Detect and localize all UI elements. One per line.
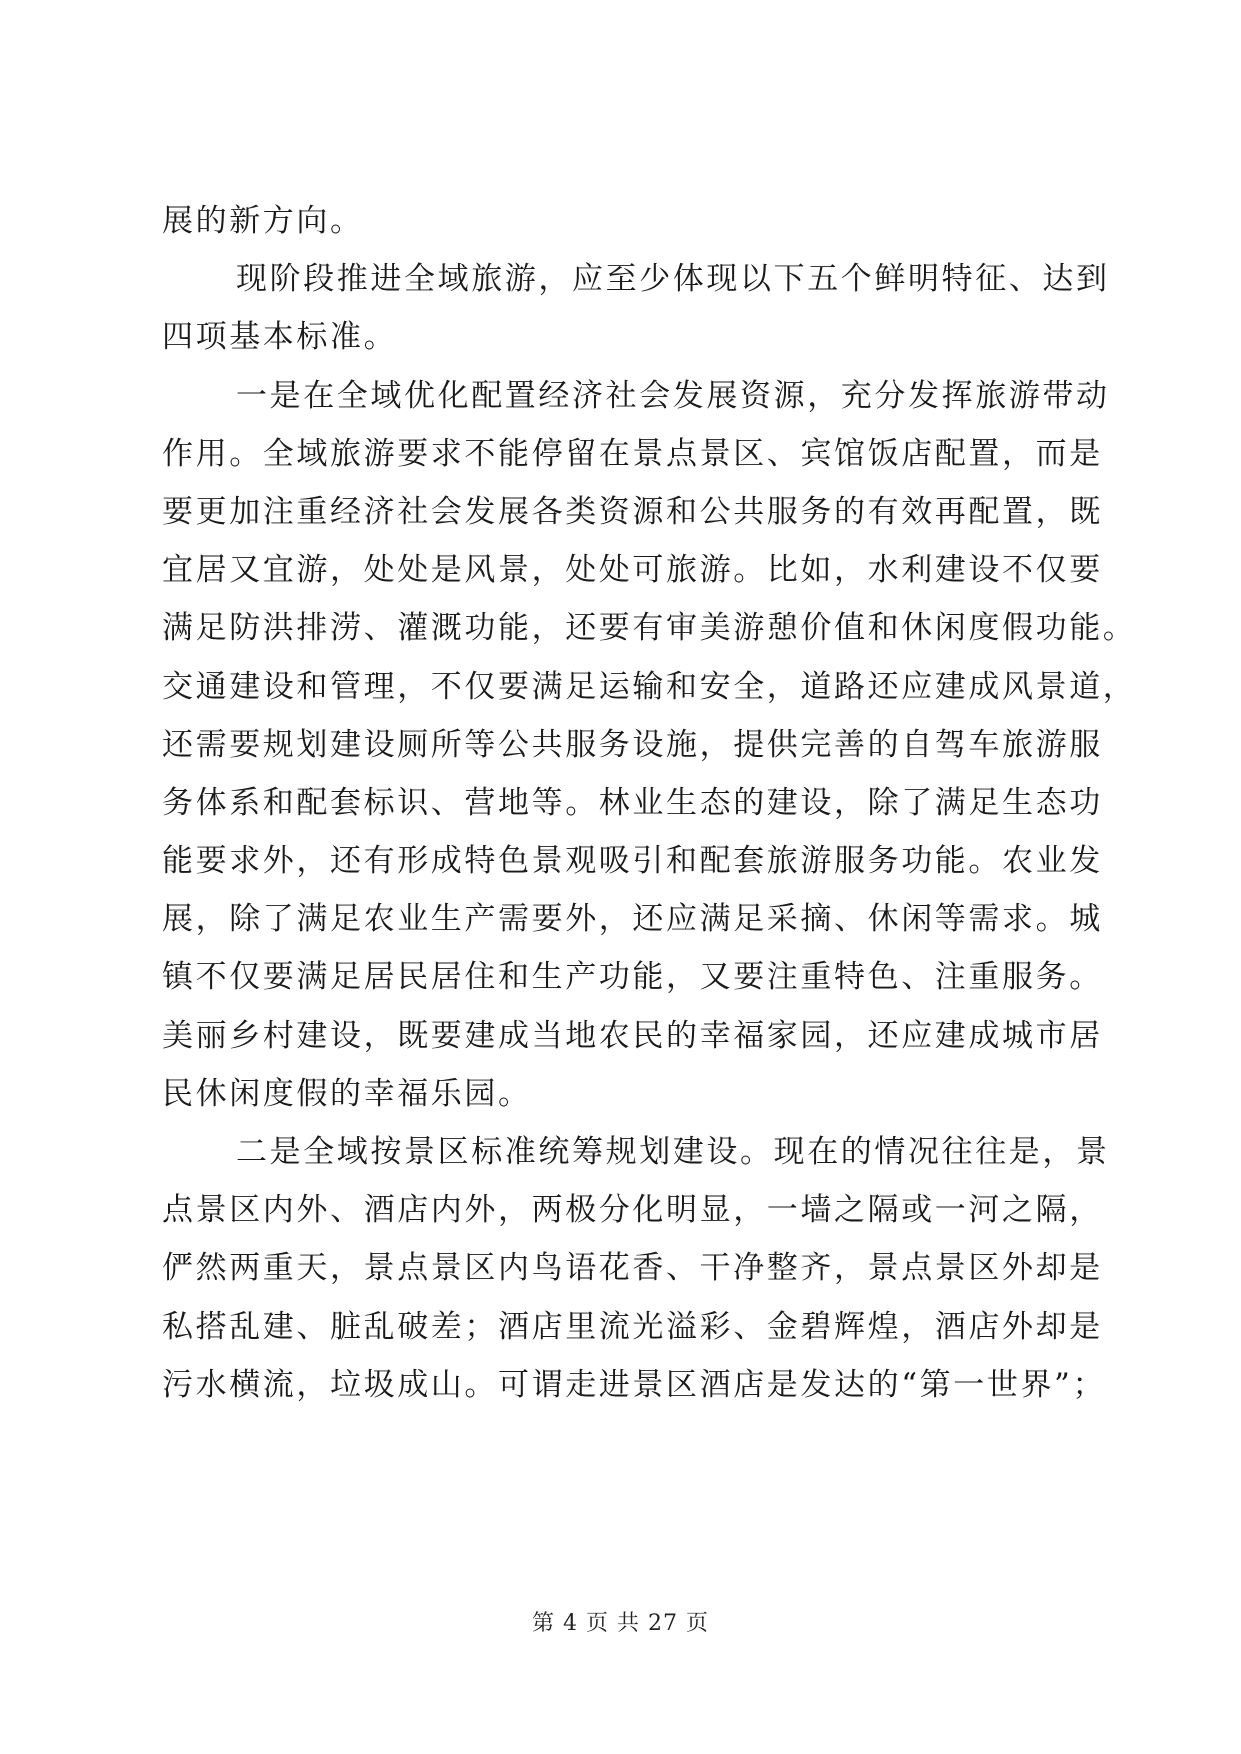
text-line: 现阶段推进全域旅游，应至少体现以下五个鲜明特征、达到	[236, 261, 1110, 298]
text-line: 镇不仅要满足居民居住和生产功能，又要注重特色、注重服务。	[162, 959, 1103, 996]
text-line: 污水横流，垃圾成山。可谓走进景区酒店是发达的“第一世界”；	[162, 1366, 1107, 1403]
text-line: 展的新方向。	[162, 203, 364, 239]
document-body	[162, 192, 1137, 1414]
text-line: 俨然两重天，景点景区内鸟语花香、干净整齐，景点景区外却是	[162, 1250, 1103, 1287]
text-line: 四项基本标准。	[162, 319, 398, 356]
text-line: 作用。全域旅游要求不能停留在景点景区、宾馆饭店配置，而是	[162, 435, 1103, 472]
text-line: 美丽乡村建设，既要建成当地农民的幸福家园，还应建成城市居	[162, 1017, 1103, 1054]
text-line: 还需要规划建设厕所等公共服务设施，提供完善的自驾车旅游服	[162, 726, 1103, 763]
text-line: 一是在全域优化配置经济社会发展资源，充分发挥旅游带动	[236, 377, 1110, 414]
text-line: 二是全域按景区标准统筹规划建设。现在的情况往往是，景	[236, 1134, 1110, 1170]
text-line: 点景区内外、酒店内外，两极分化明显，一墙之隔或一河之隔，	[162, 1192, 1103, 1229]
text-line: 展，除了满足农业生产需要外，还应满足采摘、休闲等需求。城	[162, 901, 1103, 938]
text-line: 私搭乱建、脏乱破差；酒店里流光溢彩、金碧辉煌，酒店外却是	[162, 1308, 1103, 1345]
text-line: 交通建设和管理，不仅要满足运输和安全，道路还应建成风景道，	[162, 668, 1137, 705]
text-line: 能要求外，还有形成特色景观吸引和配套旅游服务功能。农业发	[162, 843, 1103, 880]
text-line: 务体系和配套标识、营地等。林业生态的建设，除了满足生态功	[162, 784, 1103, 821]
text-line: 宜居又宜游，处处是风景，处处可旅游。比如，水利建设不仅要	[162, 552, 1103, 589]
text-line: 满足防洪排涝、灌溉功能，还要有审美游憩价值和休闲度假功能。	[162, 610, 1137, 647]
page-number-footer: 第 4 页 共 27 页	[532, 1611, 709, 1636]
text-line: 民休闲度假的幸福乐园。	[162, 1075, 532, 1112]
text-line: 要更加注重经济社会发展各类资源和公共服务的有效再配置，既	[162, 493, 1103, 530]
